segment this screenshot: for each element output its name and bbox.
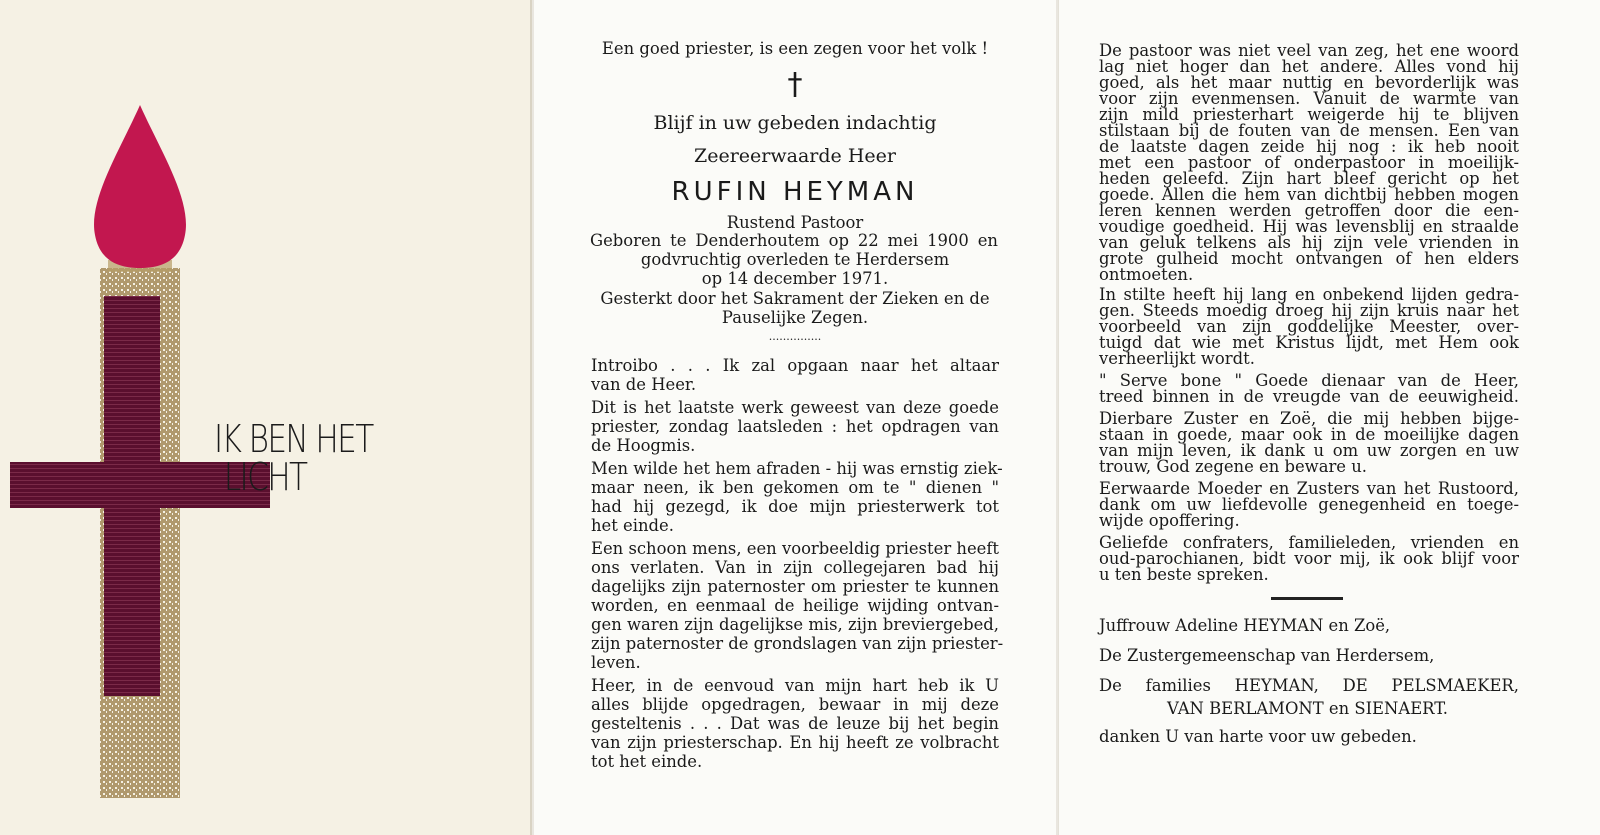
bio-line: Geboren te Denderhoutem op 22 mei 1900 en [590, 231, 998, 250]
body-line: voudige goedheid. Hij was levensblij en straalde [1099, 217, 1519, 236]
body-line: voorbeeld van zijn goddelijke Meester, over- [1099, 317, 1519, 336]
intro-line: Blijf in uw gebeden indachtig [653, 112, 937, 134]
body-line: tot het einde. [591, 752, 703, 771]
body-line: grote gulheid mocht ontvangen of hen elders [1099, 249, 1519, 268]
body-line: stilstaan bij de fouten van de mensen. Een van [1099, 121, 1519, 140]
body-line: trouw, God zegene en beware u. [1099, 457, 1367, 476]
body-line: oud-parochianen, bidt voor mij, ik ook blijf voor [1099, 549, 1519, 568]
body-line: dank om uw liefdevolle genegenheid en toege- [1099, 495, 1519, 514]
body-line: goed, als het maar nuttig en bevorderlijk was [1099, 73, 1519, 92]
body-line: dagelijks zijn paternoster om priester te kunnen [591, 577, 999, 596]
body-line: met een pastoor of onderpastoor in moeilijk- [1099, 153, 1519, 172]
body-line: Introibo . . . Ik zal opgaan naar het altaar [591, 356, 999, 375]
body-line: treed binnen in de vreugde van de eeuwigheid. [1099, 387, 1519, 406]
cover-panel [0, 0, 532, 835]
body-line: de laatste dagen zeide hij nog : ik heb nooit [1099, 137, 1519, 156]
middle-panel [534, 0, 1056, 835]
thanks-line: danken U van harte voor uw gebeden. [1099, 727, 1417, 746]
body-line: worden, en eenmaal de heilige wijding ontvan- [591, 596, 999, 615]
thanks-line: VAN BERLAMONT en SIENAERT. [1167, 699, 1448, 718]
body-line: gen. Steeds moedig droeg hij zijn kruis naar het [1099, 301, 1519, 320]
right-panel [1058, 0, 1600, 835]
bio-line: godvruchtig overleden te Herdersem [640, 250, 950, 269]
body-line: Dierbare Zuster en Zoë, die mij hebben bijge- [1099, 409, 1519, 428]
body-line: verheerlijkt wordt. [1099, 349, 1255, 368]
body-line: Eerwaarde Moeder en Zusters van het Rustoord, [1099, 479, 1519, 498]
body-line: De pastoor was niet veel van zeg, het ene woord [1099, 41, 1519, 60]
body-line: heden geleefd. Zijn hart bleef gericht op het [1099, 169, 1519, 188]
body-line: zijn mild priesterhart weigerde hij te blijven [1099, 105, 1519, 124]
cross-icon: † [787, 67, 803, 102]
thanks-line: Juffrouw Adeline HEYMAN en Zoë, [1099, 616, 1391, 635]
body-line: ontmoeten. [1099, 265, 1194, 284]
body-line: zijn paternoster de grondslagen van zijn priester- [591, 634, 1004, 653]
body-line: Heer, in de eenvoud van mijn hart heb ik U [591, 676, 999, 695]
thanks-line: De families HEYMAN, DE PELSMAEKER, [1099, 676, 1519, 695]
body-line: Men wilde het hem afraden - hij was ernstig ziek- [591, 459, 1003, 478]
body-line: van zijn priesterschap. En hij heeft ze volbracht [591, 733, 999, 752]
body-line: gesteltenis . . . Dat was de leuze bij het begin [591, 714, 999, 733]
body-line: had hij gezegd, ik doe mijn priesterwerk tot [591, 497, 999, 516]
honorific: Zeereerwaarde Heer [694, 145, 896, 167]
body-line: leren kennen werden getroffen door die een- [1099, 201, 1519, 220]
body-line: van mijn leven, ik dank u om uw zorgen en uw [1099, 441, 1519, 460]
bio-line: op 14 december 1971. [701, 269, 889, 288]
body-line: lag niet hoger dan het andere. Alles vond hij [1099, 57, 1519, 76]
body-line: Dit is het laatste werk geweest van deze goede [591, 398, 999, 417]
body-line: ons verlaten. Van in zijn collegejaren bad hij [591, 558, 999, 577]
cover-title-line1: IK BEN HET [214, 417, 373, 461]
bio-line: Pauselijke Zegen. [721, 308, 869, 327]
body-line: van geluk telkens als hij zijn vele vrienden in [1099, 233, 1519, 252]
body-line: goede. Allen die hem van dichtbij hebben mogen [1099, 185, 1519, 204]
body-line: " Serve bone " Goede dienaar van de Heer, [1099, 371, 1519, 390]
body-line: In stilte heeft hij lang en onbekend lijden gedra- [1099, 285, 1519, 304]
role: Rustend Pastoor [726, 213, 864, 232]
body-line: u ten beste spreken. [1099, 565, 1269, 584]
body-line: de Hoogmis. [591, 436, 696, 455]
body-line: priester, zondag laatsleden : het opdragen van [591, 417, 999, 436]
body-line: van de Heer. [591, 375, 697, 394]
body-line: staan in goede, maar ook in de moeilijke dagen [1099, 425, 1519, 444]
motto: Een goed priester, is een zegen voor het volk ! [601, 39, 989, 58]
body-line: tuigd dat wie met Kristus lijdt, met Hem ook [1099, 333, 1519, 352]
cover-title [214, 417, 373, 499]
flame [94, 105, 186, 268]
divider: ............... [768, 330, 822, 343]
body-line: alles blijde opgedragen, bewaar in mij deze [591, 695, 999, 714]
body-line: wijde opoffering. [1099, 511, 1240, 530]
body-line: gen waren zijn dagelijkse mis, zijn breviergebed, [591, 615, 999, 634]
body-line: het einde. [591, 516, 674, 535]
body-line: voor zijn evenmensen. Vanuit de warmte van [1099, 89, 1519, 108]
thanks-line: De Zustergemeenschap van Herdersem, [1099, 646, 1435, 665]
deceased-name: RUFIN HEYMAN [671, 177, 919, 207]
separator-rule [1271, 597, 1343, 600]
body-line: Een schoon mens, een voorbeeldig priester heeft [591, 539, 999, 558]
body-line: Geliefde confraters, familieleden, vrienden en [1099, 533, 1519, 552]
cover-title-line2: LICHT [223, 455, 307, 499]
body-line: maar neen, ik ben gekomen om te " dienen " [591, 478, 999, 497]
bio-line: Gesterkt door het Sakrament der Zieken en de [600, 289, 990, 308]
body-line: leven. [591, 653, 641, 672]
